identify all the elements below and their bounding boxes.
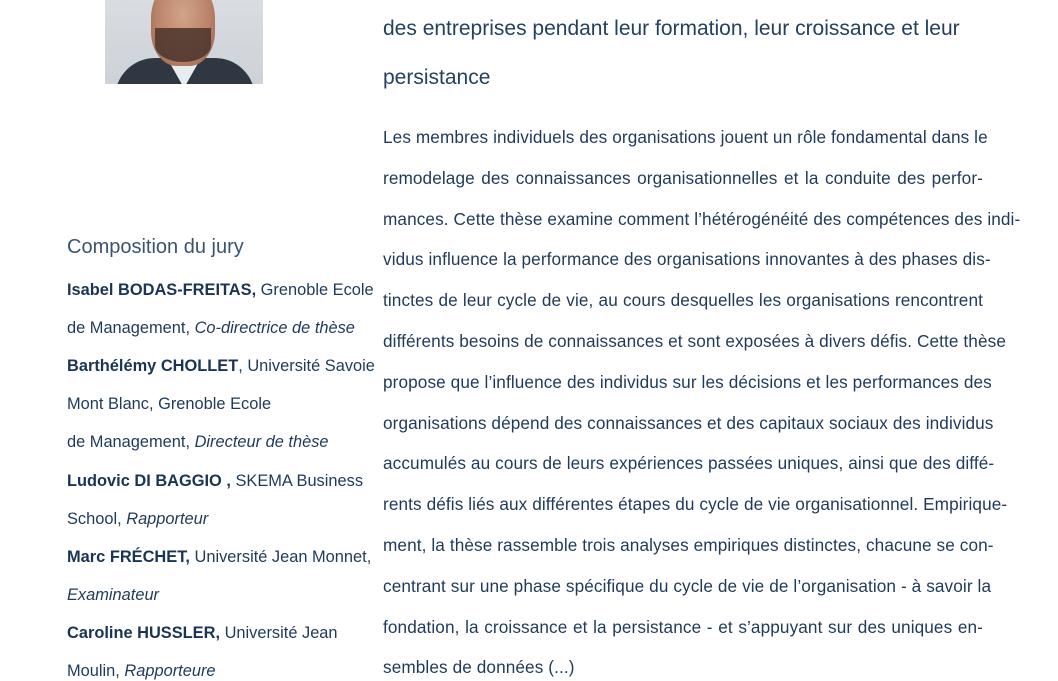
thesis-title-line-1: des entreprises pendant leur formation, leur croissance et leur (383, 17, 960, 40)
jury-member-name: Isabel BODAS-FREITAS, (67, 281, 257, 299)
jury-line (67, 662, 216, 681)
jury-member-name: Marc FRÉCHET, (67, 547, 190, 566)
abstract-line: vidus influence la performance des organisations innovantes à des phases dis- (383, 249, 991, 270)
jury-line (67, 624, 338, 643)
abstract-line: centrant sur une phase spécifique du cycle de vie de l’organisation - à savoir la (383, 575, 992, 596)
jury-line (67, 281, 374, 300)
jury-line (67, 357, 375, 376)
jury-line (67, 510, 208, 529)
abstract-line: sembles de données (...) (383, 657, 575, 678)
jury-affiliation: de Management, (67, 433, 195, 452)
abstract-line: rents défis liés aux différentes étapes du cycle de vie organisationnel. Empirique- (383, 494, 1008, 515)
jury-affiliation: de Management, (67, 319, 195, 338)
jury-line (67, 586, 159, 605)
jury-line (67, 433, 329, 452)
abstract-line: mances. Cette thèse examine comment l’hétérogénéité des compétences des indi- (383, 208, 1021, 229)
jury-role: Co-directrice de thèse (194, 319, 355, 338)
jury-role: Rapporteur (126, 509, 209, 528)
jury-member-name: Ludovic DI BAGGIO , (67, 471, 231, 490)
jury-line (67, 395, 271, 414)
jury-affiliation: School, (67, 509, 127, 528)
abstract-line: remodelage des connaissances organisationnelles et la conduite des perfor- (383, 167, 983, 188)
jury-affiliation: Moulin, (67, 662, 125, 680)
jury-affiliation: SKEMA Business (230, 471, 364, 490)
abstract-line: Les membres individuels des organisations jouent un rôle fondamental dans le (383, 127, 988, 147)
jury-affiliation: Grenoble Ecole (256, 281, 374, 299)
abstract-line: fondation, la croissance et la persistance - et s’appuyant sur des uniques en- (383, 616, 983, 637)
jury-heading: Composition du jury (67, 236, 244, 258)
jury-member-name: Caroline HUSSLER, (67, 623, 221, 642)
jury-affiliation: Université Jean Monnet, (189, 547, 372, 566)
jury-affiliation: Mont Blanc, Grenoble Ecole (67, 395, 272, 414)
jury-role: Directeur de thèse (194, 433, 329, 452)
abstract-line: tinctes de leur cycle de vie, au cours desquelles les organisations rencontrent (383, 290, 983, 311)
jury-role: Examinateur (67, 585, 160, 604)
abstract-line: organisations dépend des connaissances et des capitaux sociaux des individus (383, 412, 994, 433)
jury-line (67, 548, 371, 567)
jury-line (67, 472, 363, 491)
photo-beard (155, 28, 211, 62)
jury-affiliation: Université Jean (220, 623, 338, 642)
abstract-line: accumulés au cours de leurs expériences passées uniques, ainsi que des diffé- (383, 453, 995, 474)
thesis-title-line-2: persistance (383, 66, 491, 89)
jury-member-name: Barthélémy CHOLLET (67, 357, 239, 376)
abstract-line: différents besoins de connaissances et sont exposées à divers défis. Cette thèse (383, 331, 1006, 351)
jury-affiliation: , Université Savoie (238, 357, 375, 376)
jury-line (67, 319, 355, 338)
abstract-line: propose que l’influence des individus sur les décisions et les performances des (383, 371, 992, 392)
author-photo (105, 0, 263, 84)
jury-role: Rapporteure (124, 662, 216, 680)
abstract-line: ment, la thèse rassemble trois analyses empiriques distinctes, chacune se con- (383, 535, 994, 555)
